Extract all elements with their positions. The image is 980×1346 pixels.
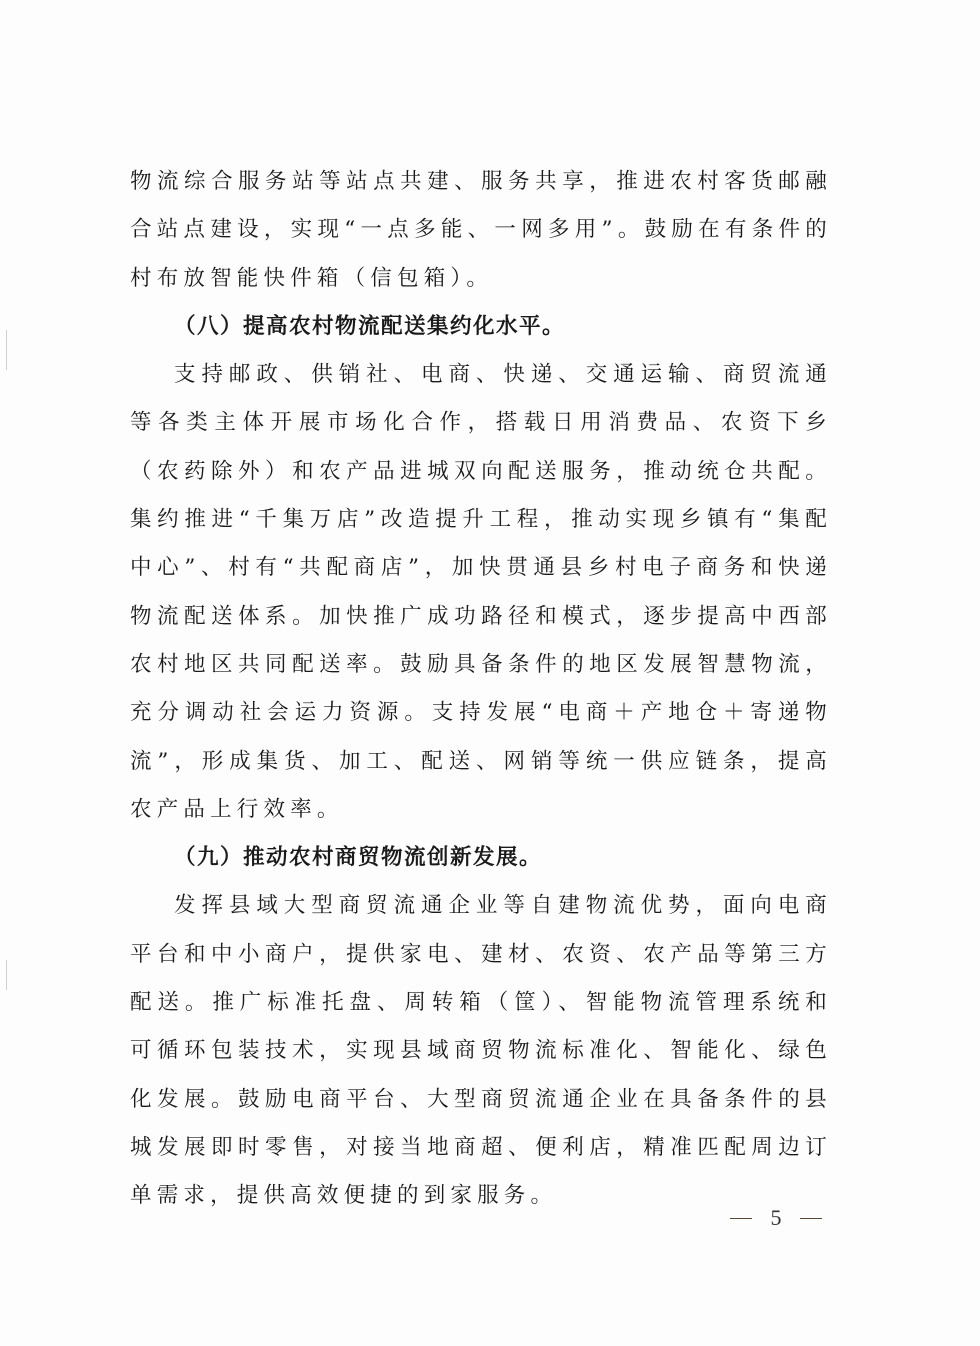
page-number-value: 5 xyxy=(770,1205,782,1230)
dash-right xyxy=(800,1218,822,1219)
dash-left xyxy=(730,1218,752,1219)
section-heading-9: （九）推动农村商贸物流创新发展。 xyxy=(174,845,543,871)
document-body xyxy=(130,158,832,1221)
scan-artifact xyxy=(6,960,7,990)
scan-artifact xyxy=(6,330,7,370)
paragraph-section-9: 发挥县域大型商贸流通企业等自建物流优势，面向电商平台和中小商户，提供家电、建材、农资、农产品等第三方配送。推广标准托盘、周转箱（筐）、智能物流管理系统和可循环包装技术，实现县域商贸物流标准化、智能化、绿色化发展。鼓励电商平台、大型商贸流通企业在具备条件的县城发展即时零售，对接当地商超、便利店，精准匹配周边订单需求，提供高效便捷的到家服务。 xyxy=(130,893,832,1209)
paragraph-section-8: 支持邮政、供销社、电商、快递、交通运输、商贸流通等各类主体开展市场化合作，搭载日用消费品、农资下乡（农药除外）和农产品进城双向配送服务，推动统仓共配。集约推进“千集万店”改造提升工程，推动实现乡镇有“集配中心”、村有“共配商店”，加快贯通县乡村电子商务和快递物流配送体系。加快推广成功路径和模式，逐步提高中西部农村地区共同配送率。鼓励具备条件的地区发展智慧物流，充分调动社会运力资源。支持发展“电商＋产地仓＋寄递物流”，形成集货、加工、配送、网销等统一供应链条，提高农产品上行效率。 xyxy=(130,362,832,822)
paragraph-continuation: 物流综合服务站等站点共建、服务共享，推进农村客货邮融合站点建设，实现“一点多能、一网多用”。鼓励在有条件的村布放智能快件箱（信包箱）。 xyxy=(130,169,832,291)
page-number xyxy=(730,1205,822,1231)
section-heading-8: （八）提高农村物流配送集约化水平。 xyxy=(174,313,566,339)
